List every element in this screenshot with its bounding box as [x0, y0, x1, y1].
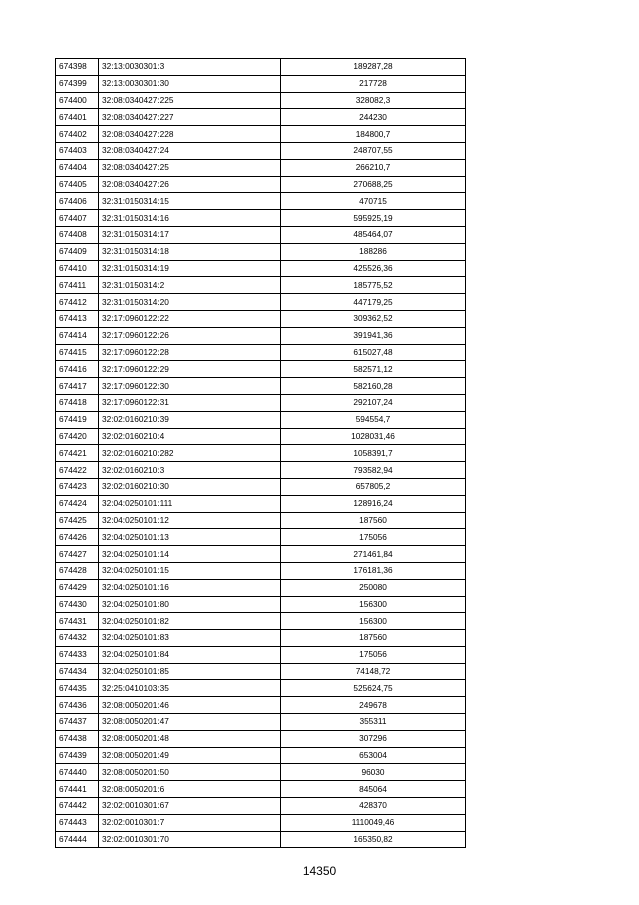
value-cell: 793582,94	[281, 462, 466, 479]
table-row	[56, 327, 466, 344]
table-row	[56, 562, 466, 579]
table-row	[56, 445, 466, 462]
cadastral-number-cell: 32:08:0340427:227	[99, 109, 281, 126]
data-table	[55, 58, 466, 848]
row-id-cell: 674431	[56, 613, 99, 630]
value-cell: 582160,28	[281, 378, 466, 395]
value-cell: 1058391,7	[281, 445, 466, 462]
row-id-cell: 674433	[56, 646, 99, 663]
cadastral-number-cell: 32:02:0160210:3	[99, 462, 281, 479]
row-id-cell: 674411	[56, 277, 99, 294]
value-cell: 653004	[281, 747, 466, 764]
cadastral-number-cell: 32:17:0960122:26	[99, 327, 281, 344]
table-row	[56, 243, 466, 260]
value-cell: 470715	[281, 193, 466, 210]
row-id-cell: 674413	[56, 310, 99, 327]
table-row	[56, 394, 466, 411]
cadastral-number-cell: 32:02:0160210:282	[99, 445, 281, 462]
cadastral-number-cell: 32:04:0250101:85	[99, 663, 281, 680]
cadastral-number-cell: 32:31:0150314:2	[99, 277, 281, 294]
table-row	[56, 277, 466, 294]
table-body	[56, 59, 466, 848]
row-id-cell: 674407	[56, 210, 99, 227]
table-row	[56, 142, 466, 159]
table-row	[56, 798, 466, 815]
row-id-cell: 674442	[56, 798, 99, 815]
cadastral-number-cell: 32:04:0250101:84	[99, 646, 281, 663]
table-row	[56, 680, 466, 697]
cadastral-number-cell: 32:17:0960122:28	[99, 344, 281, 361]
value-cell: 156300	[281, 596, 466, 613]
value-cell: 189287,28	[281, 59, 466, 76]
row-id-cell: 674437	[56, 714, 99, 731]
row-id-cell: 674412	[56, 294, 99, 311]
value-cell: 187560	[281, 630, 466, 647]
value-cell: 328082,3	[281, 92, 466, 109]
row-id-cell: 674425	[56, 512, 99, 529]
table-row	[56, 613, 466, 630]
row-id-cell: 674398	[56, 59, 99, 76]
cadastral-number-cell: 32:04:0250101:82	[99, 613, 281, 630]
cadastral-number-cell: 32:08:0340427:25	[99, 159, 281, 176]
table-row	[56, 126, 466, 143]
row-id-cell: 674417	[56, 378, 99, 395]
cadastral-number-cell: 32:08:0050201:46	[99, 697, 281, 714]
cadastral-number-cell: 32:08:0050201:48	[99, 730, 281, 747]
value-cell: 355311	[281, 714, 466, 731]
value-cell: 525624,75	[281, 680, 466, 697]
row-id-cell: 674430	[56, 596, 99, 613]
cadastral-number-cell: 32:02:0160210:30	[99, 478, 281, 495]
cadastral-number-cell: 32:31:0150314:18	[99, 243, 281, 260]
row-id-cell: 674406	[56, 193, 99, 210]
cadastral-number-cell: 32:08:0050201:49	[99, 747, 281, 764]
value-cell: 425526,36	[281, 260, 466, 277]
cadastral-number-cell: 32:08:0340427:228	[99, 126, 281, 143]
row-id-cell: 674435	[56, 680, 99, 697]
cadastral-number-cell: 32:17:0960122:31	[99, 394, 281, 411]
row-id-cell: 674444	[56, 831, 99, 848]
cadastral-number-cell: 32:31:0150314:15	[99, 193, 281, 210]
cadastral-number-cell: 32:04:0250101:12	[99, 512, 281, 529]
table-row	[56, 781, 466, 798]
cadastral-number-cell: 32:17:0960122:22	[99, 310, 281, 327]
cadastral-number-cell: 32:02:0010301:7	[99, 814, 281, 831]
cadastral-number-cell: 32:04:0250101:15	[99, 562, 281, 579]
value-cell: 447179,25	[281, 294, 466, 311]
value-cell: 391941,36	[281, 327, 466, 344]
cadastral-number-cell: 32:08:0050201:6	[99, 781, 281, 798]
row-id-cell: 674405	[56, 176, 99, 193]
row-id-cell: 674429	[56, 579, 99, 596]
cadastral-number-cell: 32:08:0050201:47	[99, 714, 281, 731]
cadastral-number-cell: 32:25:0410103:35	[99, 680, 281, 697]
table-row	[56, 646, 466, 663]
value-cell: 128916,24	[281, 495, 466, 512]
value-cell: 307296	[281, 730, 466, 747]
table-row	[56, 344, 466, 361]
row-id-cell: 674440	[56, 764, 99, 781]
cadastral-number-cell: 32:08:0340427:26	[99, 176, 281, 193]
value-cell: 615027,48	[281, 344, 466, 361]
table-row	[56, 512, 466, 529]
cadastral-number-cell: 32:04:0250101:80	[99, 596, 281, 613]
table-row	[56, 294, 466, 311]
row-id-cell: 674423	[56, 478, 99, 495]
value-cell: 244230	[281, 109, 466, 126]
value-cell: 594554,7	[281, 411, 466, 428]
value-cell: 428370	[281, 798, 466, 815]
cadastral-number-cell: 32:04:0250101:14	[99, 546, 281, 563]
value-cell: 1110049,46	[281, 814, 466, 831]
cadastral-number-cell: 32:02:0160210:39	[99, 411, 281, 428]
cadastral-number-cell: 32:04:0250101:13	[99, 529, 281, 546]
value-cell: 185775,52	[281, 277, 466, 294]
table-row	[56, 310, 466, 327]
table-row	[56, 478, 466, 495]
table-row	[56, 814, 466, 831]
value-cell: 270688,25	[281, 176, 466, 193]
row-id-cell: 674420	[56, 428, 99, 445]
table-row	[56, 630, 466, 647]
row-id-cell: 674402	[56, 126, 99, 143]
table-row	[56, 529, 466, 546]
table-row	[56, 764, 466, 781]
value-cell: 595925,19	[281, 210, 466, 227]
row-id-cell: 674439	[56, 747, 99, 764]
table-row	[56, 462, 466, 479]
row-id-cell: 674436	[56, 697, 99, 714]
value-cell: 175056	[281, 529, 466, 546]
row-id-cell: 674419	[56, 411, 99, 428]
row-id-cell: 674422	[56, 462, 99, 479]
cadastral-number-cell: 32:04:0250101:111	[99, 495, 281, 512]
cadastral-number-cell: 32:13:0030301:3	[99, 59, 281, 76]
table-row	[56, 831, 466, 848]
table-row	[56, 226, 466, 243]
table-row	[56, 495, 466, 512]
row-id-cell: 674438	[56, 730, 99, 747]
value-cell: 657805,2	[281, 478, 466, 495]
page-number: 14350	[302, 864, 337, 878]
value-cell: 271461,84	[281, 546, 466, 563]
table-row	[56, 697, 466, 714]
row-id-cell: 674441	[56, 781, 99, 798]
table-row	[56, 176, 466, 193]
table-row	[56, 730, 466, 747]
cadastral-number-cell: 32:08:0340427:225	[99, 92, 281, 109]
value-cell: 845064	[281, 781, 466, 798]
value-cell: 250080	[281, 579, 466, 596]
cadastral-number-cell: 32:04:0250101:83	[99, 630, 281, 647]
row-id-cell: 674416	[56, 361, 99, 378]
table-row	[56, 596, 466, 613]
value-cell: 184800,7	[281, 126, 466, 143]
value-cell: 249678	[281, 697, 466, 714]
value-cell: 176181,36	[281, 562, 466, 579]
cadastral-number-cell: 32:08:0340427:24	[99, 142, 281, 159]
row-id-cell: 674400	[56, 92, 99, 109]
row-id-cell: 674403	[56, 142, 99, 159]
value-cell: 175056	[281, 646, 466, 663]
row-id-cell: 674404	[56, 159, 99, 176]
table-row	[56, 260, 466, 277]
value-cell: 1028031,46	[281, 428, 466, 445]
table-row	[56, 378, 466, 395]
table-row	[56, 193, 466, 210]
value-cell: 582571,12	[281, 361, 466, 378]
value-cell: 187560	[281, 512, 466, 529]
cadastral-number-cell: 32:08:0050201:50	[99, 764, 281, 781]
table-row	[56, 747, 466, 764]
row-id-cell: 674426	[56, 529, 99, 546]
cadastral-number-cell: 32:13:0030301:30	[99, 75, 281, 92]
row-id-cell: 674409	[56, 243, 99, 260]
row-id-cell: 674421	[56, 445, 99, 462]
row-id-cell: 674415	[56, 344, 99, 361]
row-id-cell: 674424	[56, 495, 99, 512]
cadastral-number-cell: 32:31:0150314:20	[99, 294, 281, 311]
cadastral-number-cell: 32:17:0960122:29	[99, 361, 281, 378]
row-id-cell: 674432	[56, 630, 99, 647]
value-cell: 309362,52	[281, 310, 466, 327]
row-id-cell: 674434	[56, 663, 99, 680]
table-row	[56, 59, 466, 76]
table-row	[56, 714, 466, 731]
cadastral-number-cell: 32:02:0010301:67	[99, 798, 281, 815]
row-id-cell: 674414	[56, 327, 99, 344]
value-cell: 165350,82	[281, 831, 466, 848]
table-row	[56, 109, 466, 126]
table-row	[56, 546, 466, 563]
table-row	[56, 159, 466, 176]
row-id-cell: 674427	[56, 546, 99, 563]
table-row	[56, 92, 466, 109]
table-row	[56, 411, 466, 428]
table-row	[56, 361, 466, 378]
cadastral-number-cell: 32:17:0960122:30	[99, 378, 281, 395]
row-id-cell: 674428	[56, 562, 99, 579]
row-id-cell: 674410	[56, 260, 99, 277]
value-cell: 188286	[281, 243, 466, 260]
row-id-cell: 674399	[56, 75, 99, 92]
cadastral-number-cell: 32:04:0250101:16	[99, 579, 281, 596]
table-row	[56, 210, 466, 227]
value-cell: 485464,07	[281, 226, 466, 243]
cadastral-number-cell: 32:31:0150314:17	[99, 226, 281, 243]
row-id-cell: 674443	[56, 814, 99, 831]
value-cell: 156300	[281, 613, 466, 630]
value-cell: 74148,72	[281, 663, 466, 680]
value-cell: 292107,24	[281, 394, 466, 411]
cadastral-number-cell: 32:02:0160210:4	[99, 428, 281, 445]
cadastral-number-cell: 32:31:0150314:19	[99, 260, 281, 277]
value-cell: 217728	[281, 75, 466, 92]
row-id-cell: 674401	[56, 109, 99, 126]
table-row	[56, 663, 466, 680]
table-row	[56, 75, 466, 92]
value-cell: 248707,55	[281, 142, 466, 159]
cadastral-number-cell: 32:02:0010301:70	[99, 831, 281, 848]
table-row	[56, 579, 466, 596]
row-id-cell: 674418	[56, 394, 99, 411]
table-row	[56, 428, 466, 445]
row-id-cell: 674408	[56, 226, 99, 243]
cadastral-number-cell: 32:31:0150314:16	[99, 210, 281, 227]
value-cell: 266210,7	[281, 159, 466, 176]
value-cell: 96030	[281, 764, 466, 781]
